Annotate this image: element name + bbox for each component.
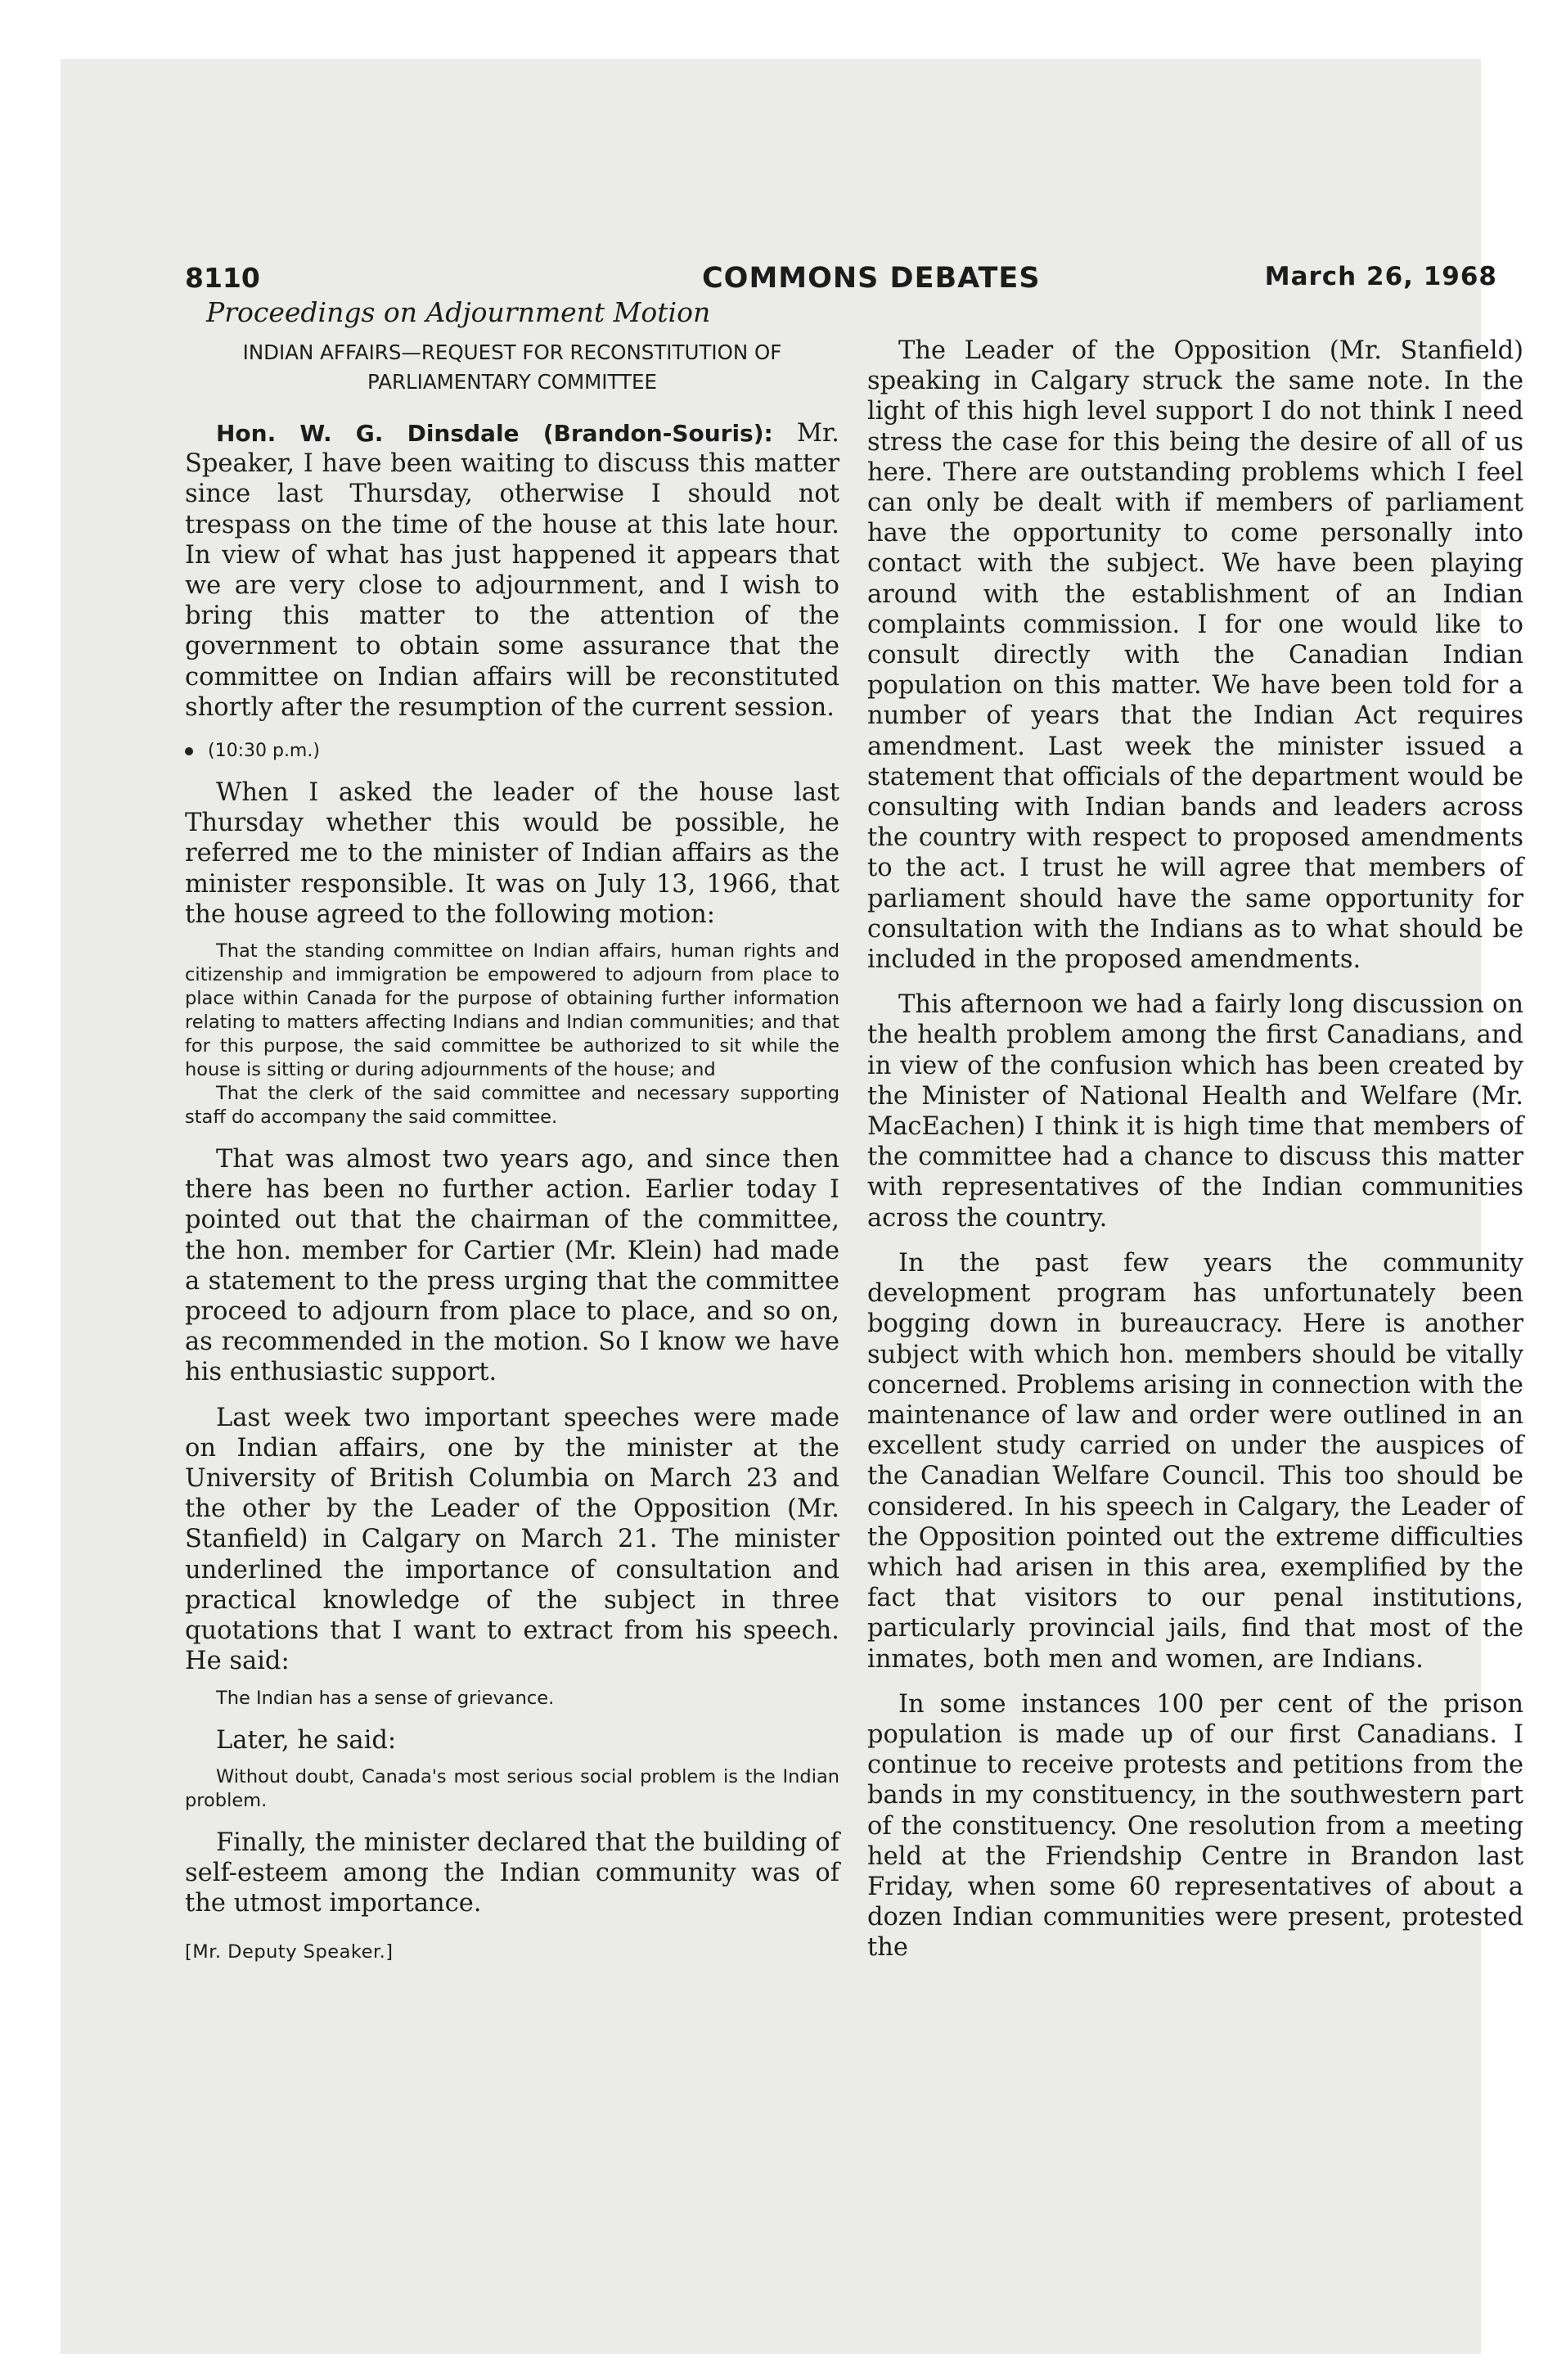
speech-paragraph: This afternoon we had a fairly long discussion on the health problem among the first Canadians, and in view of the confusion which has been created by the Minister of National Health and Welfare (Mr. MacEachen) I think it is high time that members of the committee had a chance to discuss this matter with representatives of the Indian communities across the country.	[867, 990, 1523, 1233]
speech-paragraph: Last week two important speeches were made on Indian affairs, one by the minister at the University of British Columbia on March 23 and the other by the Leader of the Opposition (Mr. Stanfield) in Calgary on March 21. The minister underlined the importance of consultation and practical knowledge of the subject in three quotations that I want to extract from his speech. He said:	[185, 1403, 839, 1676]
speech-paragraph	[185, 418, 839, 723]
quotation: The Indian has a sense of grievance.	[216, 1687, 555, 1709]
speech-paragraph: In the past few years the community development program has unfortunately been bogging down in bureaucracy. Here is another subject with which hon. members should be vitally concerned. Problems arising in connection with the maintenance of law and order were outlined in an excellent study carried on under the auspices of the Canadian Welfare Council. This too should be considered. In his speech in Calgary, the Leader of the Opposition pointed out the extreme difficulties which had arisen in this area, exemplified by the fact that visitors to our penal institutions, particularly provincial jails, find that most of the inmates, both men and women, are Indians.	[867, 1248, 1523, 1674]
bullet-icon	[185, 747, 193, 755]
speech-paragraph: The Leader of the Opposition (Mr. Stanfield) speaking in Calgary struck the same note. In the light of this high level support I do not think I need stress the case for this being the desire of all of us here. There are outstanding problems which I feel can only be dealt with if members of parliament have the opportunity to come personally into contact with the subject. We have been playing around with the establishment of an Indian complaints commission. I for one would like to consult directly with the Canadian Indian population on this matter. We have been told for a number of years that the Indian Act requires amendment. Last week the minister issued a statement that officials of the department would be consulting with Indian bands and leaders across the country with respect to proposed amendments to the act. I trust he will agree that members of parliament should have the same opportunity for consultation with the Indians as to what should be included in the proposed amendments.	[867, 336, 1523, 975]
subject-heading: INDIAN AFFAIRS—REQUEST FOR RECONSTITUTION OF PARLIAMENTARY COMMITTEE	[242, 340, 782, 394]
speech-paragraph: Later, he said:	[216, 1725, 397, 1755]
speech-paragraph: In some instances 100 per cent of the prison population is made up of our first Canadians. I continue to receive protests and petitions from the bands in my constituency, in the southwestern part of the constituency. One resolution from a meeting held at the Friendship Centre in Brandon last Friday, when some 60 representatives of about a dozen Indian communities were present, protested the	[867, 1689, 1523, 1963]
section-label: Proceedings on Adjournment Motion	[206, 296, 711, 328]
page-sheet	[61, 59, 1523, 2354]
quoted-motion: That the standing committee on Indian affairs, human rights and citizenship and immigration be empowered to adjourn from place to place within Canada for the purpose of obtaining further information relating to matters affecting Indians and Indian communities; and that for this purpose, the said committee be authorized to sit while the house is sitting or during adjournments of the house; and	[185, 940, 839, 1081]
page-header	[185, 262, 1497, 295]
speech-paragraph: When I asked the leader of the house last Thursday whether this would be possible, he referred me to the minister of Indian affairs as the minister responsible. It was on July 13, 1966, that the house agreed to the following motion:	[185, 778, 839, 929]
right-column	[867, 336, 1523, 1963]
speaker-name: Hon. W. G. Dinsdale (Brandon-Souris):	[216, 420, 773, 447]
time-marker	[185, 741, 839, 761]
time-marker-text: (10:30 p.m.)	[208, 741, 320, 762]
speech-paragraph: Finally, the minister declared that the building of self-esteem among the Indian community was of the utmost importance.	[185, 1828, 839, 1918]
speaker-reference: [Mr. Deputy Speaker.]	[185, 1941, 394, 1963]
running-title: COMMONS DEBATES	[702, 262, 1041, 295]
speech-paragraph: That was almost two years ago, and since then there has been no further action. Earlier today I pointed out that the chairman of the committee, the hon. member for Cartier (Mr. Klein) had made a statement to the press urging that the committee proceed to adjourn from place to place, and so on, as recommended in the motion. So I know we have his enthusiastic support.	[185, 1145, 839, 1387]
page-number: 8110	[185, 262, 260, 294]
paragraph-text: Mr. Speaker, I have been waiting to discuss this matter since last Thursday, otherwise I should not trespass on the time of the house at this late hour. In view of what has just happened it appears that we are very close to adjournment, and I wish to bring this matter to the attention of the government to obtain some assurance that the committee on Indian affairs will be reconstituted shortly after the resumption of the current session.	[185, 419, 839, 722]
quoted-motion: That the clerk of the said committee and necessary supporting staff do accompany the said committee.	[185, 1083, 839, 1129]
left-column	[185, 295, 839, 1963]
header-date: March 26, 1968	[1264, 262, 1497, 291]
quotation: Without doubt, Canada's most serious social problem is the Indian problem.	[185, 1765, 839, 1811]
